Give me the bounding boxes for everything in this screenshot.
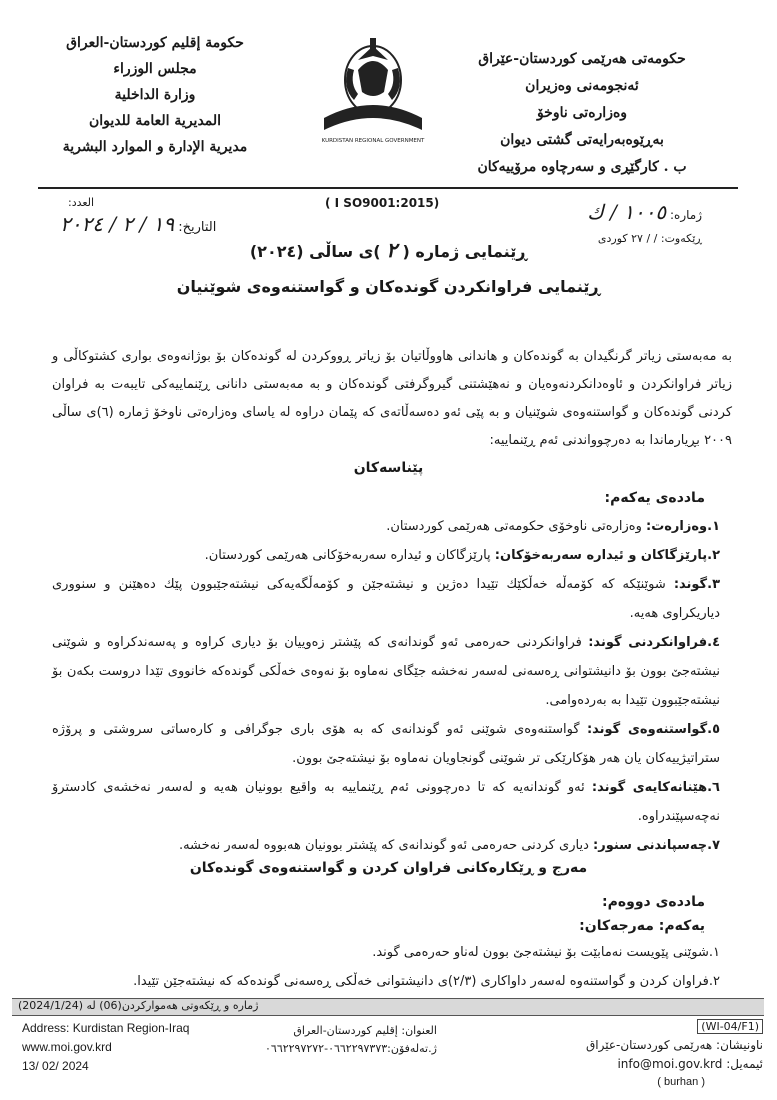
instruction-subject-title: ڕێنمایی فراوانکردن گوندەکان و گواستنەوەی شوێنیان — [176, 277, 601, 296]
list-item — [52, 570, 720, 628]
list-item — [52, 628, 720, 715]
section-heading-definitions: پێناسەکان — [353, 460, 424, 476]
instruction-number-title — [0, 238, 777, 262]
footer-line: ئیمەیل: info@moi.gov.krd — [617, 1057, 763, 1071]
list-item — [52, 715, 720, 773]
item-term: ٢.پارێزگاکان و ئیدارە سەربەخۆکان: — [494, 548, 720, 563]
item-term: ٦.هێنانەکایەی گوند: — [591, 780, 720, 795]
item-text: شوێنێکە کە کۆمەڵە خەڵکێك تێیدا دەژین و نیشتەجێن و کۆمەڵگەیەکی نیشتەجێبوون پێك دەهێنن و سنووری دیاریکراوی هەیە. — [52, 577, 720, 621]
intro-paragraph: بە مەبەستی زیاتر گرنگیدان بە گوندەکان و هاندانی هاووڵاتیان بۆ زیاتر ڕووکردن لە گوندەکان بۆ بوژانەوەی بواری کشتوکاڵی و زیاتر فراوانکردن و ئاوەدانکردنەوەیان و نەهێشتنی گیروگرفتی گوندەکان و بە مەبەستی دانانی ڕێنماییەکی تایبەت بە فراوان کردنی گوندەکان و گواستنەوەی شوێنیان و بە پێی ئەو دەسەڵاتەی کە پێمان دراوە لە یاسای وەزارەتی ناوخۆ ژمارە (٦)ی ساڵی ٢٠٠٩ بڕیارماندا بە دەرچوواندنی ئەم ڕێنماییە: — [52, 349, 733, 448]
tarikh-label: التاريخ: — [178, 220, 217, 235]
item-term: ١.وەزارەت: — [646, 519, 720, 534]
header-arabic — [40, 30, 270, 160]
header-kurdish-line: ئەنجومەنی وەزیران — [525, 78, 639, 94]
item-term: ٤.فراوانکردنی گوند: — [588, 635, 720, 650]
footer-english — [22, 1019, 189, 1076]
item-text: وەزارەتی ناوخۆی حکومەتی هەرێمی کوردستان. — [386, 519, 646, 534]
item-term: ٥.گواستنەوەی گوند: — [586, 722, 721, 737]
list-item — [52, 512, 720, 541]
header-kurdish-line: بەڕێوەبەرایەتی گشتی دیوان — [500, 132, 664, 148]
definitions-list — [52, 512, 720, 860]
adad-label: العدد: — [68, 196, 95, 209]
header-arabic-line: المديرية العامة للديوان — [88, 113, 222, 129]
title-part: ڕێنمایی ژمارە ( — [402, 242, 528, 261]
footer-kurdish — [586, 1036, 763, 1074]
header-arabic-line: وزارة الداخلية — [114, 87, 196, 103]
section-heading-conditions: مەرج و ڕێکارەکانی فراوان کردن و گواستنەوەی گوندەکان — [189, 860, 588, 876]
date-label: ڕێکەوت: — [660, 232, 702, 245]
header-divider — [38, 187, 738, 189]
list-item — [52, 773, 720, 831]
arabic-number — [68, 196, 94, 209]
tarikh-value: ١٩ / ٢ / ٢٠٢٤ — [60, 212, 175, 236]
reference-number — [587, 200, 702, 224]
header-arabic-line: حكومة إقليم كوردستان-العراق — [66, 35, 244, 51]
number-value: ١٠٠٥ / ك — [587, 200, 667, 224]
header-kurdish — [447, 46, 717, 181]
footer-arabic — [265, 1022, 437, 1058]
footer-line: www.moi.gov.krd — [22, 1040, 112, 1054]
list-item: ٢.فراوان کردن و گواستنەوە لەسەر داواکاری (٢/٣)ی دانیشتوانی خەڵکی ڕەسەنی گوندەکە کە نیشتەجێن تێیدا. — [133, 974, 720, 989]
footer-line: ژ.تەلەفۆن:٠٦٦٢٢٩٧٣٧٣-٠٦٦٢٢٩٧٢٧٢ — [265, 1042, 437, 1055]
item-term: ٣.گوند: — [673, 577, 720, 592]
title-handwritten-number: ٢ — [386, 238, 397, 262]
footer-line: 13/ 02/ 2024 — [22, 1059, 89, 1073]
item-text: دیاری کردنی حەرەمی ئەو گوندانەی کە پێشتر بوونیان هەبووە لەسەر نەخشە. — [178, 838, 594, 853]
amendment-note: ژمارە و ڕێکەوتی هەموارکردن(06) لە (2024/1/24) — [18, 999, 259, 1012]
header-arabic-line: مديرية الإدارة و الموارد البشرية — [62, 139, 248, 155]
article-two-label: ماددەی دووەم: — [602, 894, 705, 910]
item-text: فراوانکردنی حەرەمی ئەو گوندانەی کە پێشتر زەوییان بۆ دیاری کراوە و پەسەندکراوە و شوێنی نیشتەجێ بوون بۆ دانیشتوانی ڕەسەنی لەسەر نەخشە جێگای نەماوە بۆ نەوەی خەڵکی گوندەکە خانووی تێدا دروست بکەن بۆ نیشتەجێبوون تێیدا بە بەردەوامی. — [52, 635, 720, 708]
header-kurdish-line: حکومەتی هەرێمی کوردستان-عێراق — [478, 51, 686, 67]
item-text: پارێزگاکان و ئیدارە سەربەخۆکانی هەرێمی کوردستان. — [204, 548, 495, 563]
number-label: ژمارە: — [669, 208, 702, 222]
item-text: ئەو گوندانەیە کە تا دەرچوونی ئەم ڕێنماییە بە واقیع بوونیان هەیە و لەسەر نەخشەی کادستروٚ نەچەسپێندراوە. — [52, 780, 720, 824]
header-kurdish-line: ب . کارگێڕی و سەرچاوە مرۆییەکان — [477, 159, 687, 175]
list-item — [52, 541, 720, 570]
header-kurdish-line: وەزارەتی ناوخۆ — [536, 105, 628, 121]
emblem-caption: KURDISTAN REGIONAL GOVERNMENT — [321, 138, 425, 144]
footer-line: Address: Kurdistan Region-Iraq — [22, 1021, 190, 1035]
date-value: / / ٢٧ كوردى — [597, 232, 658, 245]
iso-label: ( I SO9001:2015) — [325, 196, 440, 210]
item-text: گواستنەوەی شوێنی ئەو گوندانەی کە بە هۆی باری جوگرافی و کارەساتی سروشتی و پرۆژە ستراتیژییەکان یان هەر هۆکارێکی تر شوێنی گونجاویان نەماوە بۆ نیشتەجێ بوون. — [52, 722, 720, 766]
krg-emblem-icon — [318, 30, 428, 148]
conditions-list — [52, 938, 720, 996]
typist-initials: ( burhan ) — [657, 1076, 705, 1088]
title-part: )ی ساڵی (٢٠٢٤) — [249, 242, 381, 261]
footer-line: العنوان: إقليم كوردستان-العراق — [293, 1024, 437, 1037]
footer-line: ناونیشان: هەرێمی کوردستان-عێراق — [585, 1038, 763, 1052]
item-term: ٧.چەسپاندنی سنور: — [593, 838, 720, 853]
form-code: (WI-04/F1) — [697, 1019, 763, 1034]
conditions-label: یەکەم: مەرجەکان: — [579, 918, 705, 934]
list-item: ١.شوێنی پێویست نەمابێت بۆ نیشتەجێ بوون لەناو حەرەمی گوند. — [372, 945, 720, 960]
list-item — [52, 831, 720, 860]
article-one-label: ماددەی یەکەم: — [604, 490, 705, 506]
header-arabic-line: مجلس الوزراء — [113, 61, 197, 77]
arabic-date — [60, 212, 216, 236]
